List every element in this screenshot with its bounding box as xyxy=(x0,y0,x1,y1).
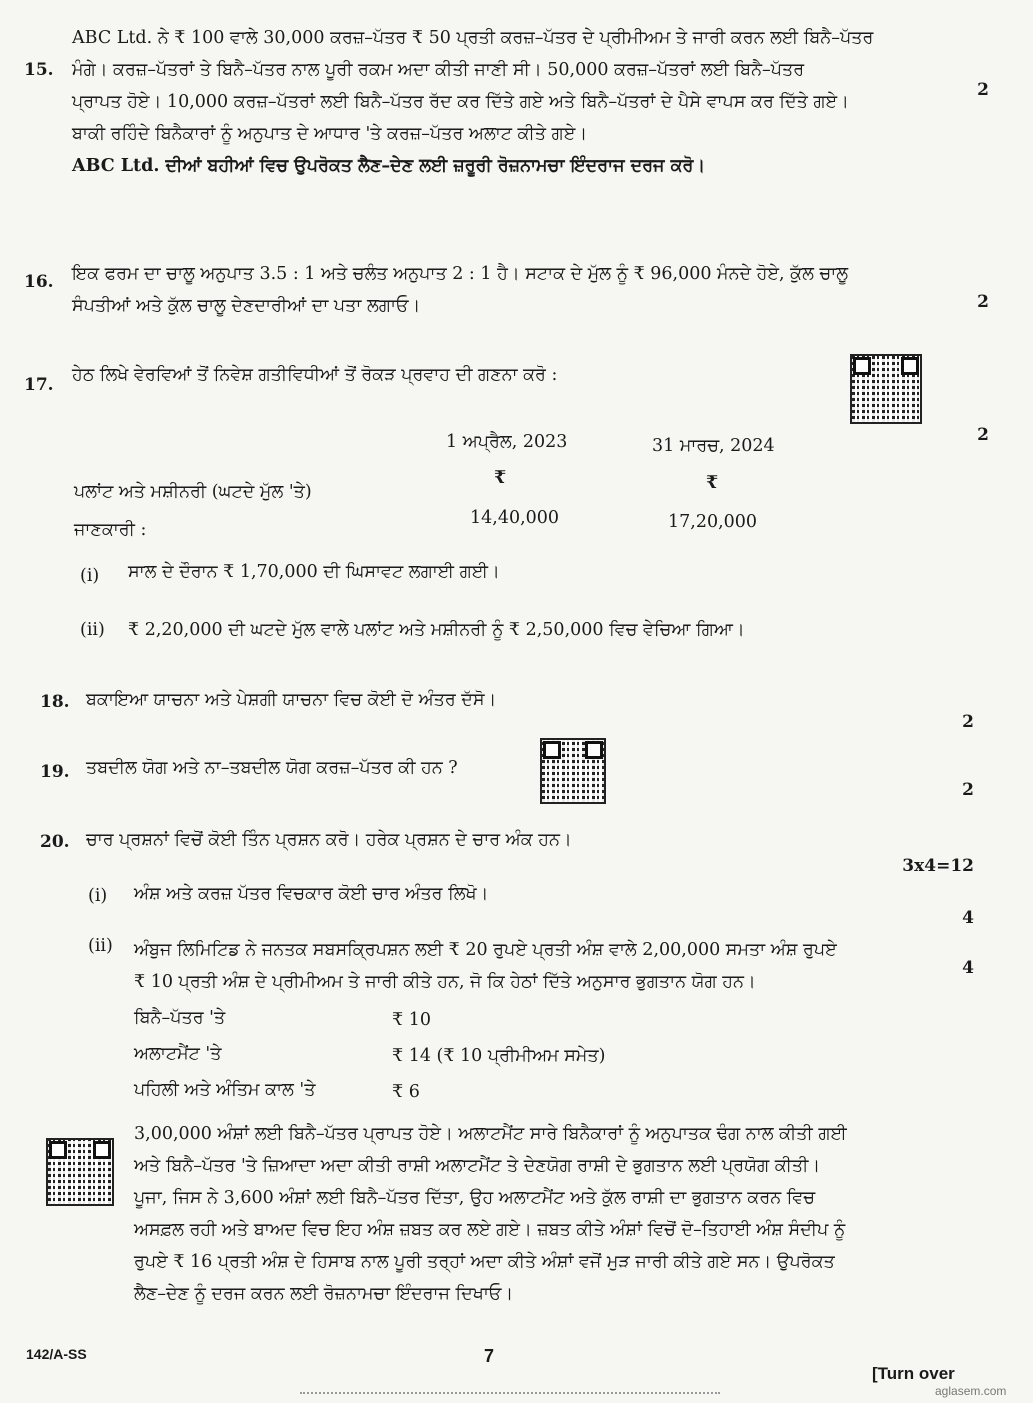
q20-marks: 3x4=12 xyxy=(902,856,974,876)
q20-part-ii-text xyxy=(134,934,934,998)
q15-text xyxy=(72,22,952,182)
q17-number: 17. xyxy=(24,375,54,395)
q20-part-ii-line: ₹ 10 ਪ੍ਰਤੀ ਅੰਸ਼ ਦੇ ਪ੍ਰੀਮੀਅਮ ਤੇ ਜਾਰੀ ਕੀਤੇ ਹਨ, ਜੋ ਕਿ ਹੇਠਾਂ ਦਿੱਤੇ ਅਨੁਸਾਰ ਭੁਗਤਾਨ ਯੋਗ ਹਨ। xyxy=(134,972,756,992)
q17-col2-currency: ₹ xyxy=(706,473,719,493)
turn-over-label: [Turn over xyxy=(872,1364,955,1383)
q15-marks: 2 xyxy=(977,80,989,100)
q15-line: ABC Ltd. ਦੀਆਂ ਬਹੀਆਂ ਵਿਚ ਉਪਰੋਕਤ ਲੈਣ–ਦੇਣ ਲਈ ਜ਼ਰੂਰੀ ਰੋਜ਼ਨਾਮਚਾ ਇੰਦਰਾਜ ਦਰਜ ਕਰੋ। xyxy=(72,156,706,176)
q19-text: ਤਬਦੀਲ ਯੋਗ ਅਤੇ ਨਾ–ਤਬਦੀਲ ਯੋਗ ਕਰਜ਼–ਪੱਤਰ ਕੀ ਹਨ ? xyxy=(86,758,458,778)
q20-number: 20. xyxy=(40,832,70,852)
q15-line: ਮੰਗੇ। ਕਰਜ਼–ਪੱਤਰਾਂ ਤੇ ਬਿਨੈ–ਪੱਤਰ ਨਾਲ ਪੂਰੀ ਰਕਮ ਅਦਾ ਕੀਤੀ ਜਾਣੀ ਸੀ। 50,000 ਕਰਜ਼–ਪੱਤਰਾਂ ਲਈ ਬਿਨੈ–ਪੱਤਰ xyxy=(72,60,805,80)
q20-part-i: ਅੰਸ਼ ਅਤੇ ਕਰਜ਼ ਪੱਤਰ ਵਿਚਕਾਰ ਕੋਈ ਚਾਰ ਅੰਤਰ ਲਿਖੋ। xyxy=(134,884,489,904)
q20-closing-text xyxy=(134,1118,944,1310)
schedule-label: ਅਲਾਟਮੈਂਟ 'ਤੇ xyxy=(134,1044,222,1064)
q17-col2-value: 17,20,000 xyxy=(668,512,758,532)
q17-intro: ਹੇਠ ਲਿਖੇ ਵੇਰਵਿਆਂ ਤੋਂ ਨਿਵੇਸ਼ ਗਤੀਵਿਧੀਆਂ ਤੋਂ ਰੋਕੜ ਪ੍ਰਵਾਹ ਦੀ ਗਣਨਾ ਕਰੋ : xyxy=(72,365,558,385)
q16-line: ਇਕ ਫਰਮ ਦਾ ਚਾਲੂ ਅਨੁਪਾਤ 3.5 : 1 ਅਤੇ ਚਲੰਤ ਅਨੁਪਾਤ 2 : 1 ਹੈ। ਸਟਾਕ ਦੇ ਮੁੱਲ ਨੂੰ ₹ 96,000 ਮੰਨਦੇ ਹੋਏ, ਕੁੱਲ ਚਾਲੂ xyxy=(72,264,849,284)
paper-code: 142/A-SS xyxy=(26,1346,87,1362)
q17-col1-currency: ₹ xyxy=(494,468,507,488)
q17-info-ii-num: (ii) xyxy=(80,620,105,640)
q17-info-ii: ₹ 2,20,000 ਦੀ ਘਟਦੇ ਮੁੱਲ ਵਾਲੇ ਪਲਾਂਟ ਅਤੇ ਮਸ਼ੀਨਰੀ ਨੂੰ ₹ 2,50,000 ਵਿਚ ਵੇਚਿਆ ਗਿਆ। xyxy=(128,620,745,640)
q15-line: ABC Ltd. ਨੇ ₹ 100 ਵਾਲੇ 30,000 ਕਰਜ਼–ਪੱਤਰ ₹ 50 ਪ੍ਰਤੀ ਕਰਜ਼–ਪੱਤਰ ਦੇ ਪ੍ਰੀਮੀਅਮ ਤੇ ਜਾਰੀ ਕਰਨ ਲਈ ਬਿਨੈ–ਪੱਤਰ xyxy=(72,28,874,48)
q18-marks: 2 xyxy=(962,712,974,732)
q17-col2-date: 31 ਮਾਰਚ, 2024 xyxy=(652,436,775,456)
q17-col1-value: 14,40,000 xyxy=(470,508,560,528)
q20-closing-line: ਰੁਪਏ ₹ 16 ਪ੍ਰਤੀ ਅੰਸ਼ ਦੇ ਹਿਸਾਬ ਨਾਲ ਪੂਰੀ ਤਰ੍ਹਾਂ ਅਦਾ ਕੀਤੇ ਅੰਸ਼ਾਂ ਵਜੋਂ ਮੁੜ ਜਾਰੀ ਕੀਤੇ ਗਏ ਸਨ। ਉਪਰੋਕਤ xyxy=(134,1252,835,1272)
q15-line: ਪ੍ਰਾਪਤ ਹੋਏ। 10,000 ਕਰਜ਼–ਪੱਤਰਾਂ ਲਈ ਬਿਨੈ–ਪੱਤਰ ਰੱਦ ਕਰ ਦਿੱਤੇ ਗਏ ਅਤੇ ਬਿਨੈ–ਪੱਤਰਾਂ ਦੇ ਪੈਸੇ ਵਾਪਸ ਕਰ ਦਿੱਤੇ ਗਏ। xyxy=(72,92,849,112)
schedule-label: ਬਿਨੈ–ਪੱਤਰ 'ਤੇ xyxy=(134,1008,226,1028)
q20-closing-line: 3,00,000 ਅੰਸ਼ਾਂ ਲਈ ਬਿਨੈ–ਪੱਤਰ ਪ੍ਰਾਪਤ ਹੋਏ। ਅਲਾਟਮੈਂਟ ਸਾਰੇ ਬਿਨੈਕਾਰਾਂ ਨੂੰ ਅਨੁਪਾਤਕ ਢੰਗ ਨਾਲ ਕੀਤੀ ਗਈ xyxy=(134,1124,847,1144)
q20-closing-line: ਲੈਣ–ਦੇਣ ਨੂੰ ਦਰਜ ਕਰਨ ਲਈ ਰੋਜ਼ਨਾਮਚਾ ਇੰਦਰਾਜ ਦਿਖਾਓ। xyxy=(134,1284,514,1304)
q20-part-i-num: (i) xyxy=(88,886,108,906)
q16-number: 16. xyxy=(24,272,54,292)
q15-line: ਬਾਕੀ ਰਹਿੰਦੇ ਬਿਨੈਕਾਰਾਂ ਨੂੰ ਅਨੁਪਾਤ ਦੇ ਆਧਾਰ 'ਤੇ ਕਰਜ਼–ਪੱਤਰ ਅਲਾਟ ਕੀਤੇ ਗਏ। xyxy=(72,124,588,144)
q17-info-i: ਸਾਲ ਦੇ ਦੌਰਾਨ ₹ 1,70,000 ਦੀ ਘਿਸਾਵਟ ਲਗਾਈ ਗਈ। xyxy=(128,562,500,582)
q20-part-ii-marks: 4 xyxy=(962,958,974,978)
scan-artifact xyxy=(300,1392,720,1396)
q17-marks: 2 xyxy=(977,425,989,445)
watermark: aglasem.com xyxy=(935,1384,1007,1398)
q17-info-i-num: (i) xyxy=(80,566,100,586)
q16-marks: 2 xyxy=(977,292,989,312)
schedule-value: ₹ 10 xyxy=(392,1010,431,1030)
q18-text: ਬਕਾਇਆ ਯਾਚਨਾ ਅਤੇ ਪੇਸ਼ਗੀ ਯਾਚਨਾ ਵਿਚ ਕੋਈ ਦੋ ਅੰਤਰ ਦੱਸੋ। xyxy=(86,690,497,710)
q17-col1-date: 1 ਅਪ੍ਰੈਲ, 2023 xyxy=(446,432,568,452)
schedule-label: ਪਹਿਲੀ ਅਤੇ ਅੰਤਿਮ ਕਾਲ 'ਤੇ xyxy=(134,1080,316,1100)
qr-code-icon xyxy=(46,1138,114,1206)
q19-marks: 2 xyxy=(962,780,974,800)
q20-part-i-marks: 4 xyxy=(962,908,974,928)
q20-closing-line: ਅਸਫ਼ਲ ਰਹੀ ਅਤੇ ਬਾਅਦ ਵਿਚ ਇਹ ਅੰਸ਼ ਜ਼ਬਤ ਕਰ ਲਏ ਗਏ। ਜ਼ਬਤ ਕੀਤੇ ਅੰਸ਼ਾਂ ਵਿਚੋਂ ਦੋ–ਤਿਹਾਈ ਅੰਸ਼ ਸੰਦੀਪ ਨੂੰ xyxy=(134,1220,846,1240)
q17-row-label: ਪਲਾਂਟ ਅਤੇ ਮਸ਼ੀਨਰੀ (ਘਟਦੇ ਮੁੱਲ 'ਤੇ) xyxy=(74,482,312,502)
q15-number: 15. xyxy=(24,60,54,80)
q20-part-ii-line: ਅੰਬੁਜ ਲਿਮਿਟਿਡ ਨੇ ਜਨਤਕ ਸਬਸਕ੍ਰਿਪਸ਼ਨ ਲਈ ₹ 20 ਰੁਪਏ ਪ੍ਰਤੀ ਅੰਸ਼ ਵਾਲੇ 2,00,000 ਸਮਤਾ ਅੰਸ਼ ਰੁਪਏ xyxy=(134,940,837,960)
q20-text: ਚਾਰ ਪ੍ਰਸ਼ਨਾਂ ਵਿਚੋਂ ਕੋਈ ਤਿੰਨ ਪ੍ਰਸ਼ਨ ਕਰੋ। ਹਰੇਕ ਪ੍ਰਸ਼ਨ ਦੇ ਚਾਰ ਅੰਕ ਹਨ। xyxy=(86,830,572,850)
schedule-value: ₹ 6 xyxy=(392,1082,420,1102)
page-number: 7 xyxy=(484,1346,495,1366)
q18-number: 18. xyxy=(40,692,70,712)
qr-code-icon xyxy=(540,738,606,804)
qr-code-icon xyxy=(850,354,922,424)
q16-line: ਸੰਪਤੀਆਂ ਅਤੇ ਕੁੱਲ ਚਾਲੂ ਦੇਣਦਾਰੀਆਂ ਦਾ ਪਤਾ ਲਗਾਓ। xyxy=(72,296,421,316)
q17-info-label: ਜਾਣਕਾਰੀ : xyxy=(74,520,147,540)
q20-closing-line: ਪੂਜਾ, ਜਿਸ ਨੇ 3,600 ਅੰਸ਼ਾਂ ਲਈ ਬਿਨੈ–ਪੱਤਰ ਦਿੱਤਾ, ਉਹ ਅਲਾਟਮੈਂਟ ਅਤੇ ਕੁੱਲ ਰਾਸ਼ੀ ਦਾ ਭੁਗਤਾਨ ਕਰਨ ਵਿਚ xyxy=(134,1188,816,1208)
q20-part-ii-num: (ii) xyxy=(88,936,113,956)
q20-closing-line: ਅਤੇ ਬਿਨੈ–ਪੱਤਰ 'ਤੇ ਜ਼ਿਆਦਾ ਅਦਾ ਕੀਤੀ ਰਾਸ਼ੀ ਅਲਾਟਮੈਂਟ ਤੇ ਦੇਣਯੋਗ ਰਾਸ਼ੀ ਦੇ ਭੁਗਤਾਨ ਲਈ ਪ੍ਰਯੋਗ ਕੀਤੀ। xyxy=(134,1156,821,1176)
schedule-value: ₹ 14 (₹ 10 ਪ੍ਰੀਮੀਅਮ ਸਮੇਤ) xyxy=(392,1046,606,1066)
q19-number: 19. xyxy=(40,762,70,782)
q16-text xyxy=(72,258,952,322)
